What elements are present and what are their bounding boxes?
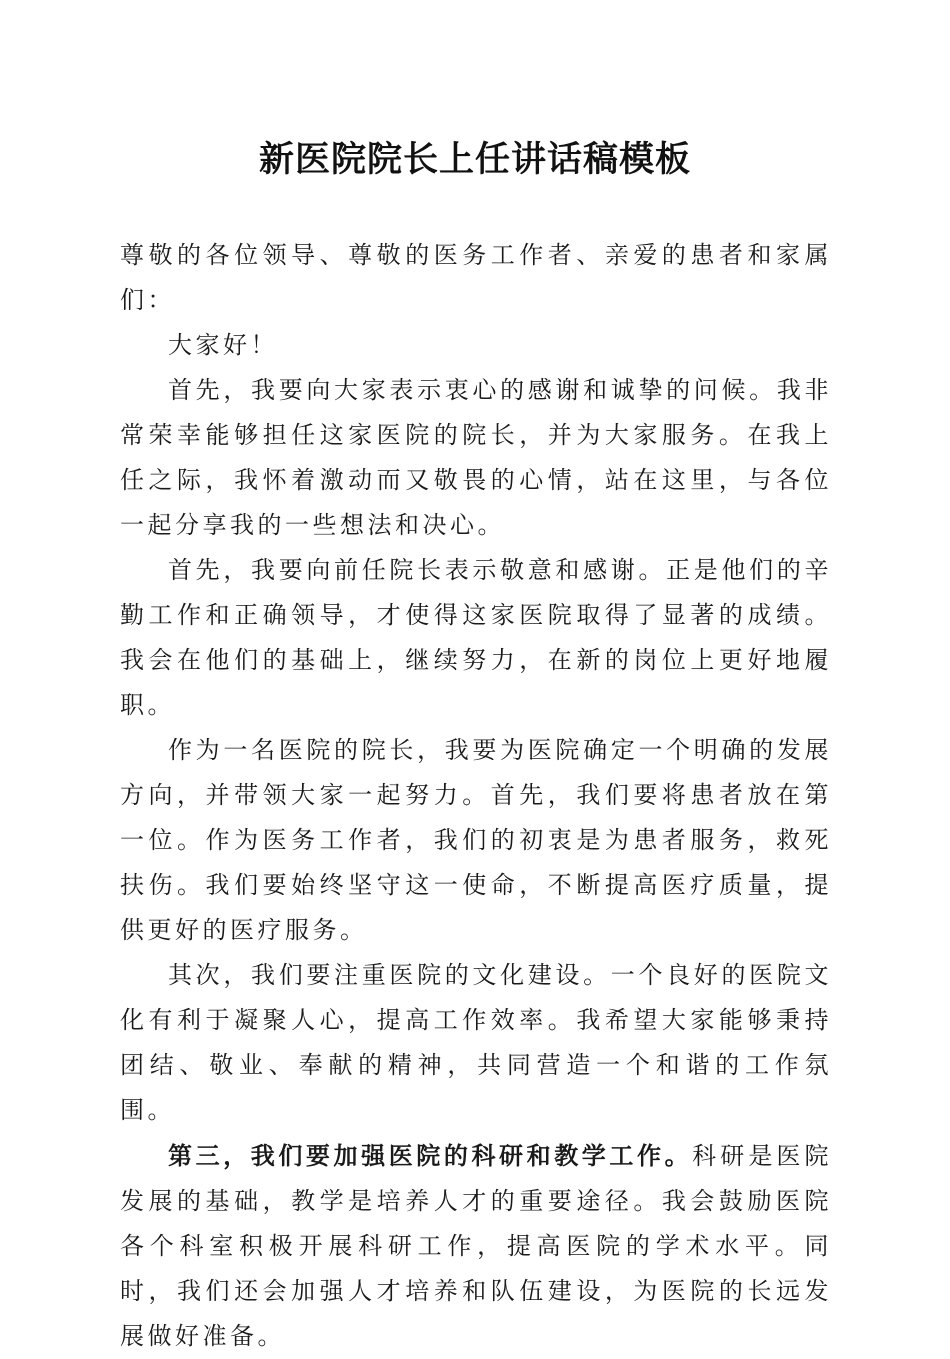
paragraph-thanks: 首先，我要向大家表示衷心的感谢和诚挚的问候。我非常荣幸能够担任这家医院的院长，并为大家服务。在我上任之际，我怀着激动而又敬畏的心情，站在这里，与各位一起分享我的一些想法和决心。 (120, 376, 832, 539)
greeting: 大家好！ (168, 331, 278, 359)
document-body (120, 233, 832, 1359)
paragraph-predecessor: 首先，我要向前任院长表示敬意和感谢。正是他们的辛勤工作和正确领导，才使得这家医院取得了显著的成绩。我会在他们的基础上，继续努力，在新的岗位上更好地履职。 (120, 556, 832, 719)
paragraph-research-lead: 第三，我们要加强医院的科研和教学工作。 (168, 1141, 693, 1170)
paragraph-research (120, 1133, 832, 1359)
document-title: 新医院院长上任讲话稿模板 (258, 139, 691, 180)
salutation: 尊敬的各位领导、尊敬的医务工作者、亲爱的患者和家属们： (120, 241, 832, 314)
paragraph-direction: 作为一名医院的院长，我要为医院确定一个明确的发展方向，并带领大家一起努力。首先，我们要将患者放在第一位。作为医务工作者，我们的初衷是为患者服务，救死扶伤。我们要始终坚守这一使命，不断提高医疗质量，提供更好的医疗服务。 (120, 736, 832, 944)
paragraph-research-rest: 科研是医院发展的基础，教学是培养人才的重要途径。我会鼓励医院各个科室积极开展科研工作，提高医院的学术水平。同时，我们还会加强人才培养和队伍建设，为医院的长远发展做好准备。 (120, 1142, 833, 1350)
paragraph-culture: 其次，我们要注重医院的文化建设。一个良好的医院文化有利于凝聚人心，提高工作效率。我希望大家能够秉持团结、敬业、奉献的精神，共同营造一个和谐的工作氛围。 (120, 961, 832, 1124)
